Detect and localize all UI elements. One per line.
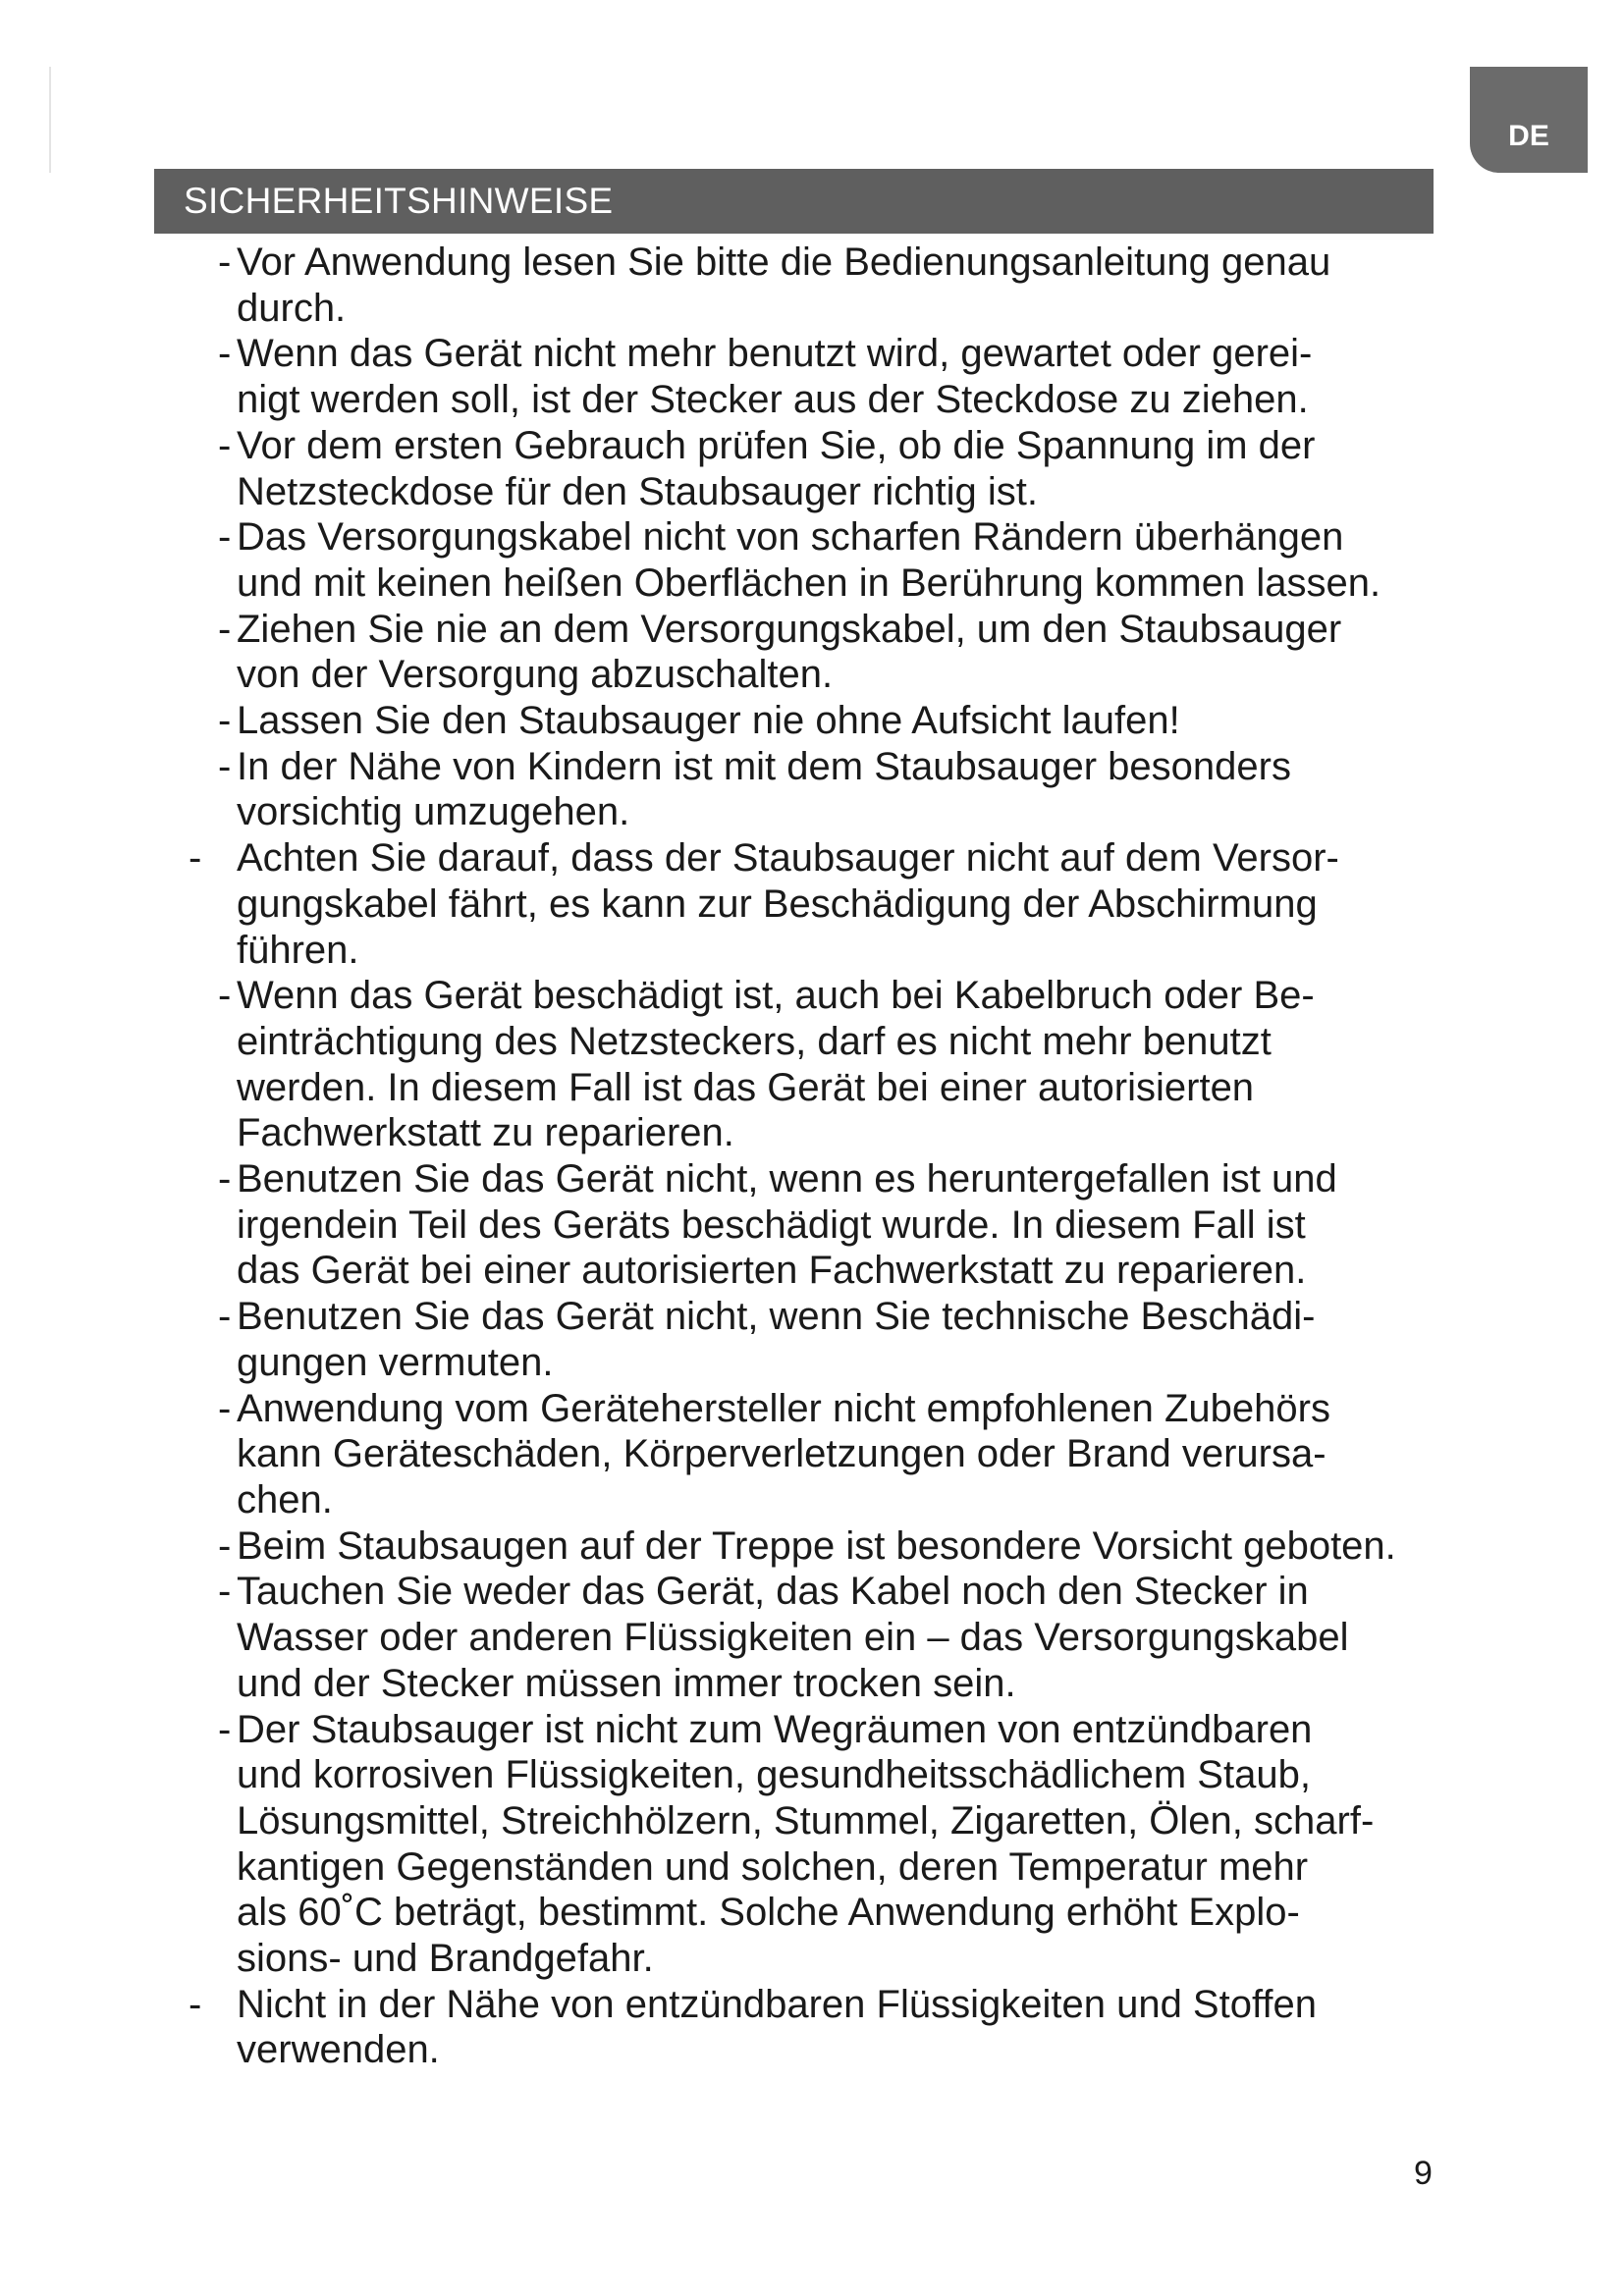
page-number: 9	[1414, 2155, 1433, 2192]
instruction-item	[0, 331, 1484, 422]
bullet-dash: -	[218, 515, 232, 560]
bullet-dash: -	[218, 1707, 232, 1751]
bullet-dash: -	[218, 974, 232, 1018]
bullet-dash: -	[189, 1982, 202, 2026]
instruction-line: sions- und Brandgefahr.	[237, 1937, 654, 1981]
instruction-line: das Gerät bei einer autorisierten Fachwerkstatt zu reparieren.	[237, 1249, 1307, 1293]
instruction-line: Lassen Sie den Staubsauger nie ohne Aufsicht laufen!	[237, 699, 1180, 743]
instruction-line: Lösungsmittel, Streichhölzern, Stummel, Zigaretten, Ölen, scharf-	[237, 1798, 1375, 1842]
instruction-item	[0, 1707, 1484, 1982]
instruction-item	[0, 240, 1484, 331]
instruction-line: Wenn das Gerät beschädigt ist, auch bei Kabelbruch oder Be-	[237, 974, 1315, 1018]
instruction-line: verwenden.	[237, 2028, 440, 2072]
instruction-line: Anwendung vom Gerätehersteller nicht empfohlenen Zubehörs	[237, 1386, 1330, 1430]
instruction-line: Das Versorgungskabel nicht von scharfen Rändern überhängen	[237, 515, 1344, 560]
instruction-line: In der Nähe von Kindern ist mit dem Staubsauger besonders	[237, 744, 1291, 788]
instruction-item	[0, 607, 1484, 698]
instruction-line: Vor Anwendung lesen Sie bitte die Bedienungsanleitung genau	[237, 240, 1331, 284]
margin-line	[49, 67, 51, 173]
instruction-item	[0, 744, 1484, 835]
instruction-line: gungen vermuten.	[237, 1340, 554, 1384]
instruction-line: Tauchen Sie weder das Gerät, das Kabel noch den Stecker in	[237, 1570, 1309, 1614]
instruction-line: Benutzen Sie das Gerät nicht, wenn es heruntergefallen ist und	[237, 1157, 1337, 1201]
instruction-line: Nicht in der Nähe von entzündbaren Flüssigkeiten und Stoffen	[237, 1982, 1317, 2026]
instruction-line: Der Staubsauger ist nicht zum Wegräumen von entzündbaren	[237, 1707, 1313, 1751]
instruction-line: von der Versorgung abzuschalten.	[237, 653, 834, 697]
language-tab	[1470, 67, 1588, 173]
instruction-line: und korrosiven Flüssigkeiten, gesundheitsschädlichem Staub,	[237, 1753, 1311, 1797]
bullet-dash: -	[218, 1570, 232, 1614]
instruction-item	[0, 835, 1484, 973]
instruction-item	[0, 423, 1484, 514]
bullet-dash: -	[218, 1157, 232, 1201]
bullet-dash: -	[218, 423, 232, 467]
instruction-line: durch.	[237, 286, 347, 330]
bullet-dash: -	[218, 332, 232, 376]
instruction-item	[0, 1294, 1484, 1385]
safety-instructions-list	[0, 240, 1624, 2073]
instruction-line: und mit keinen heißen Oberflächen in Berührung kommen lassen.	[237, 561, 1381, 605]
instruction-line: führen.	[237, 928, 359, 972]
instruction-line: Fachwerkstatt zu reparieren.	[237, 1111, 734, 1155]
instruction-line: chen.	[237, 1477, 333, 1522]
instruction-item	[0, 1523, 1484, 1570]
section-title: SICHERHEITSHINWEISE	[184, 181, 614, 221]
instruction-item	[0, 514, 1484, 606]
instruction-line: nigt werden soll, ist der Stecker aus der Steckdose zu ziehen.	[237, 378, 1309, 422]
instruction-item	[0, 1569, 1484, 1706]
instruction-line: Wasser oder anderen Flüssigkeiten ein – das Versorgungskabel	[237, 1616, 1349, 1660]
instruction-line: irgendein Teil des Geräts beschädigt wurde. In diesem Fall ist	[237, 1202, 1306, 1247]
instruction-line: gungskabel fährt, es kann zur Beschädigung der Abschirmung	[237, 881, 1318, 926]
bullet-dash: -	[189, 836, 202, 881]
instruction-line: Beim Staubsaugen auf der Treppe ist besondere Vorsicht geboten.	[237, 1523, 1396, 1568]
instruction-item	[0, 973, 1484, 1156]
instruction-line: als 60˚C beträgt, bestimmt. Solche Anwendung erhöht Explo-	[237, 1891, 1300, 1935]
language-tab-label: DE	[1508, 120, 1549, 152]
instruction-item	[0, 1386, 1484, 1523]
bullet-dash: -	[218, 1295, 232, 1339]
bullet-dash: -	[218, 607, 232, 651]
instruction-line: vorsichtig umzugehen.	[237, 790, 630, 834]
instruction-line: Benutzen Sie das Gerät nicht, wenn Sie technische Beschädi-	[237, 1295, 1316, 1339]
bullet-dash: -	[218, 699, 232, 743]
instruction-item	[0, 1982, 1484, 2073]
bullet-dash: -	[218, 744, 232, 788]
instruction-line: Ziehen Sie nie an dem Versorgungskabel, um den Staubsauger	[237, 607, 1342, 651]
instruction-line: kantigen Gegenständen und solchen, deren Temperatur mehr	[237, 1844, 1309, 1889]
section-header	[154, 169, 1434, 234]
instruction-line: Wenn das Gerät nicht mehr benutzt wird, gewartet oder gerei-	[237, 332, 1313, 376]
instruction-line: Vor dem ersten Gebrauch prüfen Sie, ob die Spannung im der	[237, 423, 1316, 467]
instruction-line: werden. In diesem Fall ist das Gerät bei einer autorisierten	[237, 1065, 1255, 1109]
instruction-line: einträchtigung des Netzsteckers, darf es nicht mehr benutzt	[237, 1019, 1272, 1063]
instruction-line: kann Geräteschäden, Körperverletzungen oder Brand verursa-	[237, 1432, 1326, 1476]
instruction-item	[0, 698, 1484, 744]
instruction-line: Netzsteckdose für den Staubsauger richtig ist.	[237, 469, 1038, 513]
instruction-line: Achten Sie darauf, dass der Staubsauger nicht auf dem Versor-	[237, 836, 1339, 881]
instruction-item	[0, 1156, 1484, 1294]
bullet-dash: -	[218, 1523, 232, 1568]
bullet-dash: -	[218, 1386, 232, 1430]
instruction-line: und der Stecker müssen immer trocken sein.	[237, 1661, 1016, 1705]
bullet-dash: -	[218, 240, 232, 284]
